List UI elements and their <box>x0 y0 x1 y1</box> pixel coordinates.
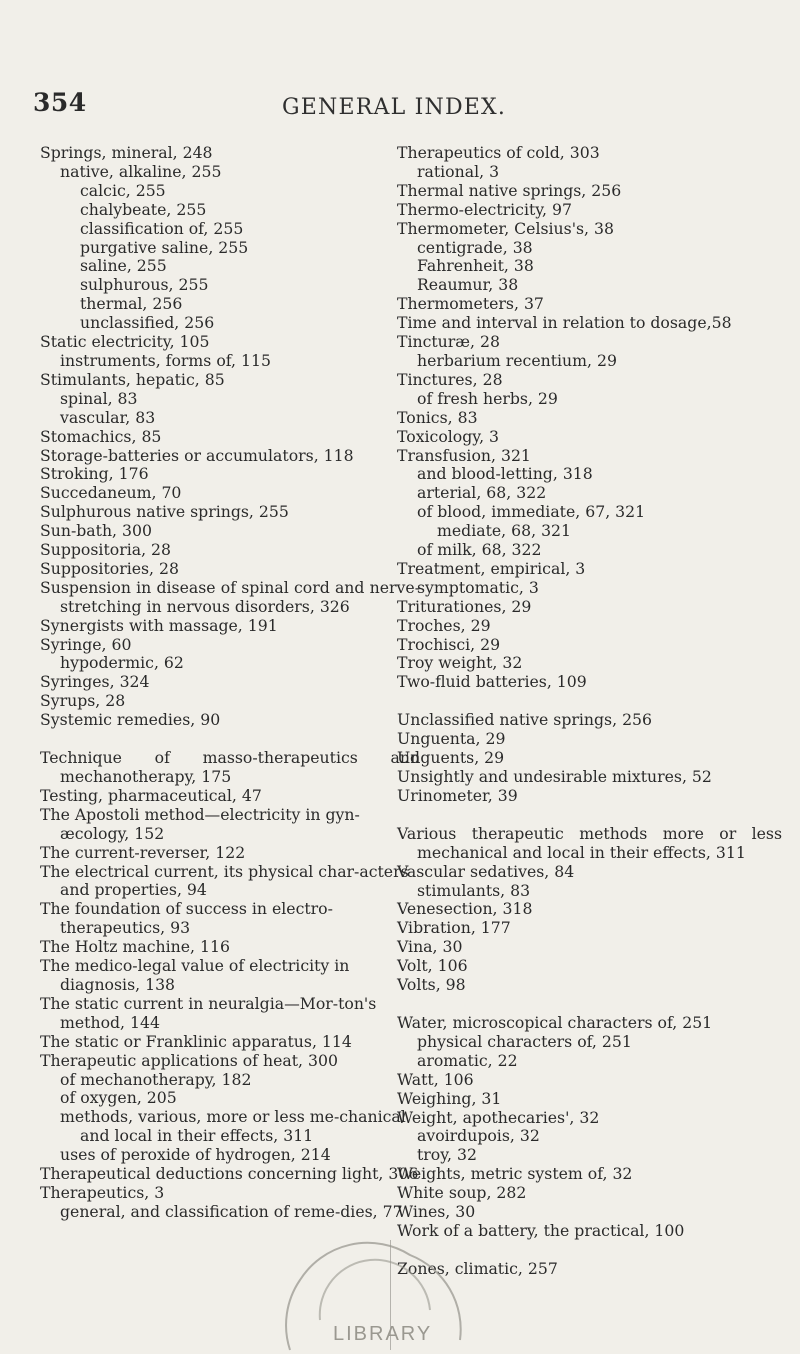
index-entry: Unguents, 29 <box>397 748 505 768</box>
index-entry: Fahrenheit, 38 <box>417 256 534 276</box>
index-entry: Transfusion, 321 <box>397 445 531 465</box>
index-entry: of milk, 68, 322 <box>417 540 542 560</box>
index-entry: The Apostoli method—electricity in gyn-æcology, 152 <box>40 804 360 843</box>
index-entry: Springs, mineral, 248 <box>40 143 213 162</box>
index-entry: Thermo-electricity, 97 <box>397 199 572 219</box>
index-entry: Syringe, 60 <box>40 634 132 654</box>
index-entry: Unclassified native springs, 256 <box>397 710 653 730</box>
index-entry: Weight, apothecaries', 32 <box>397 1107 600 1127</box>
index-column-right <box>397 144 782 1279</box>
index-entry: arterial, 68, 322 <box>417 483 547 503</box>
index-entry: Water, microscopical characters of, 251 <box>397 1012 713 1032</box>
index-entry: of blood, immediate, 67, 321 <box>417 502 646 522</box>
index-entry: Vina, 30 <box>397 937 463 957</box>
index-entry: Unsightly and undesirable mixtures, 52 <box>397 767 712 786</box>
index-entry: Weights, metric system of, 32 <box>397 1164 633 1184</box>
index-entry: Tinctures, 28 <box>397 369 503 389</box>
index-entry: symptomatic, 3 <box>417 577 539 597</box>
index-entry: The electrical current, its physical char-acters and properties, 94 <box>40 861 409 900</box>
index-entry: Tonics, 83 <box>397 407 478 427</box>
index-entry: mediate, 68, 321 <box>437 521 572 541</box>
index-entry: Sulphurous native springs, 255 <box>40 502 289 522</box>
index-entry: Stomachics, 85 <box>40 426 162 446</box>
index-entry: instruments, forms of, 115 <box>60 350 271 370</box>
index-entry: calcic, 255 <box>80 180 166 200</box>
index-entry: of oxygen, 205 <box>60 1088 177 1108</box>
index-entry: Volt, 106 <box>397 956 468 976</box>
index-entry: purgative saline, 255 <box>80 237 249 257</box>
index-entry: Suppositories, 28 <box>40 558 179 578</box>
index-entry: general, and classification of reme-dies, 77 <box>60 1201 403 1221</box>
index-entry: Volts, 98 <box>397 975 466 995</box>
index-entry: Troy weight, 32 <box>397 653 523 673</box>
index-entry: Treatment, empirical, 3 <box>397 558 586 578</box>
index-entry: Therapeutic applications of heat, 300 <box>40 1050 338 1070</box>
index-entry: Systemic remedies, 90 <box>40 710 221 730</box>
index-entry: of mechanotherapy, 182 <box>60 1069 252 1089</box>
index-entry: Therapeutical deductions concerning light, 306 <box>40 1164 419 1184</box>
index-entry: Static electricity, 105 <box>40 332 210 352</box>
index-entry: of fresh herbs, 29 <box>417 388 558 408</box>
index-entry: Urinometer, 39 <box>397 785 518 805</box>
index-entry: vascular, 83 <box>60 407 156 427</box>
index-entry: Stroking, 176 <box>40 464 149 484</box>
index-entry: Weighing, 31 <box>397 1088 502 1108</box>
index-entry: hypodermic, 62 <box>60 653 184 673</box>
index-entry: Suspension in disease of spinal cord and nerve-stretching in nervous disorders, 326 <box>40 577 420 616</box>
index-entry: spinal, 83 <box>60 388 138 408</box>
index-entry: Two-fluid batteries, 109 <box>397 672 587 692</box>
index-entry: Watt, 106 <box>397 1069 474 1089</box>
index-entry: Triturationes, 29 <box>397 596 532 616</box>
index-entry: avoirdupois, 32 <box>417 1126 540 1146</box>
index-entry: Syrups, 28 <box>40 691 126 711</box>
index-entry: physical characters of, 251 <box>417 1031 632 1051</box>
index-entry: Suppositoria, 28 <box>40 540 171 560</box>
stamp-text: LIBRARY <box>333 1323 433 1345</box>
index-entry: rational, 3 <box>417 161 500 181</box>
index-entry: Troches, 29 <box>397 615 491 635</box>
index-entry: Succedaneum, 70 <box>40 483 182 503</box>
index-entry: Various therapeutic methods more or less mechanical and local in their effects, 311 <box>397 823 782 862</box>
index-entry: The static or Franklinic apparatus, 114 <box>40 1031 352 1051</box>
index-entry: Therapeutics, 3 <box>40 1182 165 1202</box>
index-entry: Thermometer, Celsius's, 38 <box>397 218 614 238</box>
index-entry: Time and interval in relation to dosage,58 <box>397 313 732 333</box>
index-entry: aromatic, 22 <box>417 1050 518 1070</box>
index-entry: centigrade, 38 <box>417 237 533 257</box>
index-entry: Syringes, 324 <box>40 672 150 692</box>
index-entry: Trochisci, 29 <box>397 634 501 654</box>
index-entry: White soup, 282 <box>397 1183 527 1203</box>
page-number: 354 <box>33 88 87 117</box>
index-entry: Tincturæ, 28 <box>397 332 500 352</box>
index-entry: Testing, pharmaceutical, 47 <box>40 785 262 805</box>
index-entry: thermal, 256 <box>80 294 183 314</box>
index-entry: The static current in neuralgia—Mor-ton's method, 144 <box>40 993 377 1032</box>
index-entry: Toxicology, 3 <box>397 426 500 446</box>
index-entry: uses of peroxide of hydrogen, 214 <box>60 1145 331 1165</box>
index-entry: Thermometers, 37 <box>397 294 544 314</box>
index-entry: The Holtz machine, 116 <box>40 937 230 957</box>
index-entry: Work of a battery, the practical, 100 <box>397 1220 685 1240</box>
index-entry: sulphurous, 255 <box>80 275 209 295</box>
index-entry: saline, 255 <box>80 256 167 276</box>
index-entry: Zones, climatic, 257 <box>397 1258 558 1278</box>
index-entry: native, alkaline, 255 <box>60 161 222 181</box>
index-entry: The foundation of success in electro-therapeutics, 93 <box>40 899 333 938</box>
index-entry: The current-reverser, 122 <box>40 842 246 862</box>
index-entry: Venesection, 318 <box>397 899 533 919</box>
index-entry: methods, various, more or less me-chanical and local in their effects, 311 <box>60 1107 406 1146</box>
index-entry: Reaumur, 38 <box>417 275 519 295</box>
index-entry: Synergists with massage, 191 <box>40 615 278 635</box>
library-stamp <box>260 1200 480 1354</box>
index-entry: Stimulants, hepatic, 85 <box>40 369 225 389</box>
index-entry: The medico-legal value of electricity in diagnosis, 138 <box>40 956 350 994</box>
index-entry: Unguenta, 29 <box>397 729 506 749</box>
index-entry: stimulants, 83 <box>417 880 531 900</box>
index-entry: unclassified, 256 <box>80 313 215 333</box>
index-entry: Storage-batteries or accumulators, 118 <box>40 445 354 465</box>
index-entry: Wines, 30 <box>397 1202 476 1222</box>
index-entry: herbarium recentium, 29 <box>417 350 617 370</box>
stamp-inner-arc <box>320 1260 430 1320</box>
index-entry: and blood-letting, 318 <box>417 464 593 484</box>
index-entry: Technique of masso-therapeutics and mechanotherapy, 175 <box>40 748 420 786</box>
index-entry: chalybeate, 255 <box>80 199 207 219</box>
index-entry: Thermal native springs, 256 <box>397 180 622 200</box>
index-entry: troy, 32 <box>417 1145 477 1165</box>
running-head: GENERAL INDEX. <box>282 95 507 120</box>
index-entry: classification of, 255 <box>80 218 244 238</box>
index-column-left <box>40 144 420 1222</box>
index-entry: Therapeutics of cold, 303 <box>397 143 600 162</box>
index-entry: Vascular sedatives, 84 <box>397 861 575 881</box>
index-entry: Vibration, 177 <box>397 918 511 938</box>
index-entry: Sun-bath, 300 <box>40 521 152 541</box>
